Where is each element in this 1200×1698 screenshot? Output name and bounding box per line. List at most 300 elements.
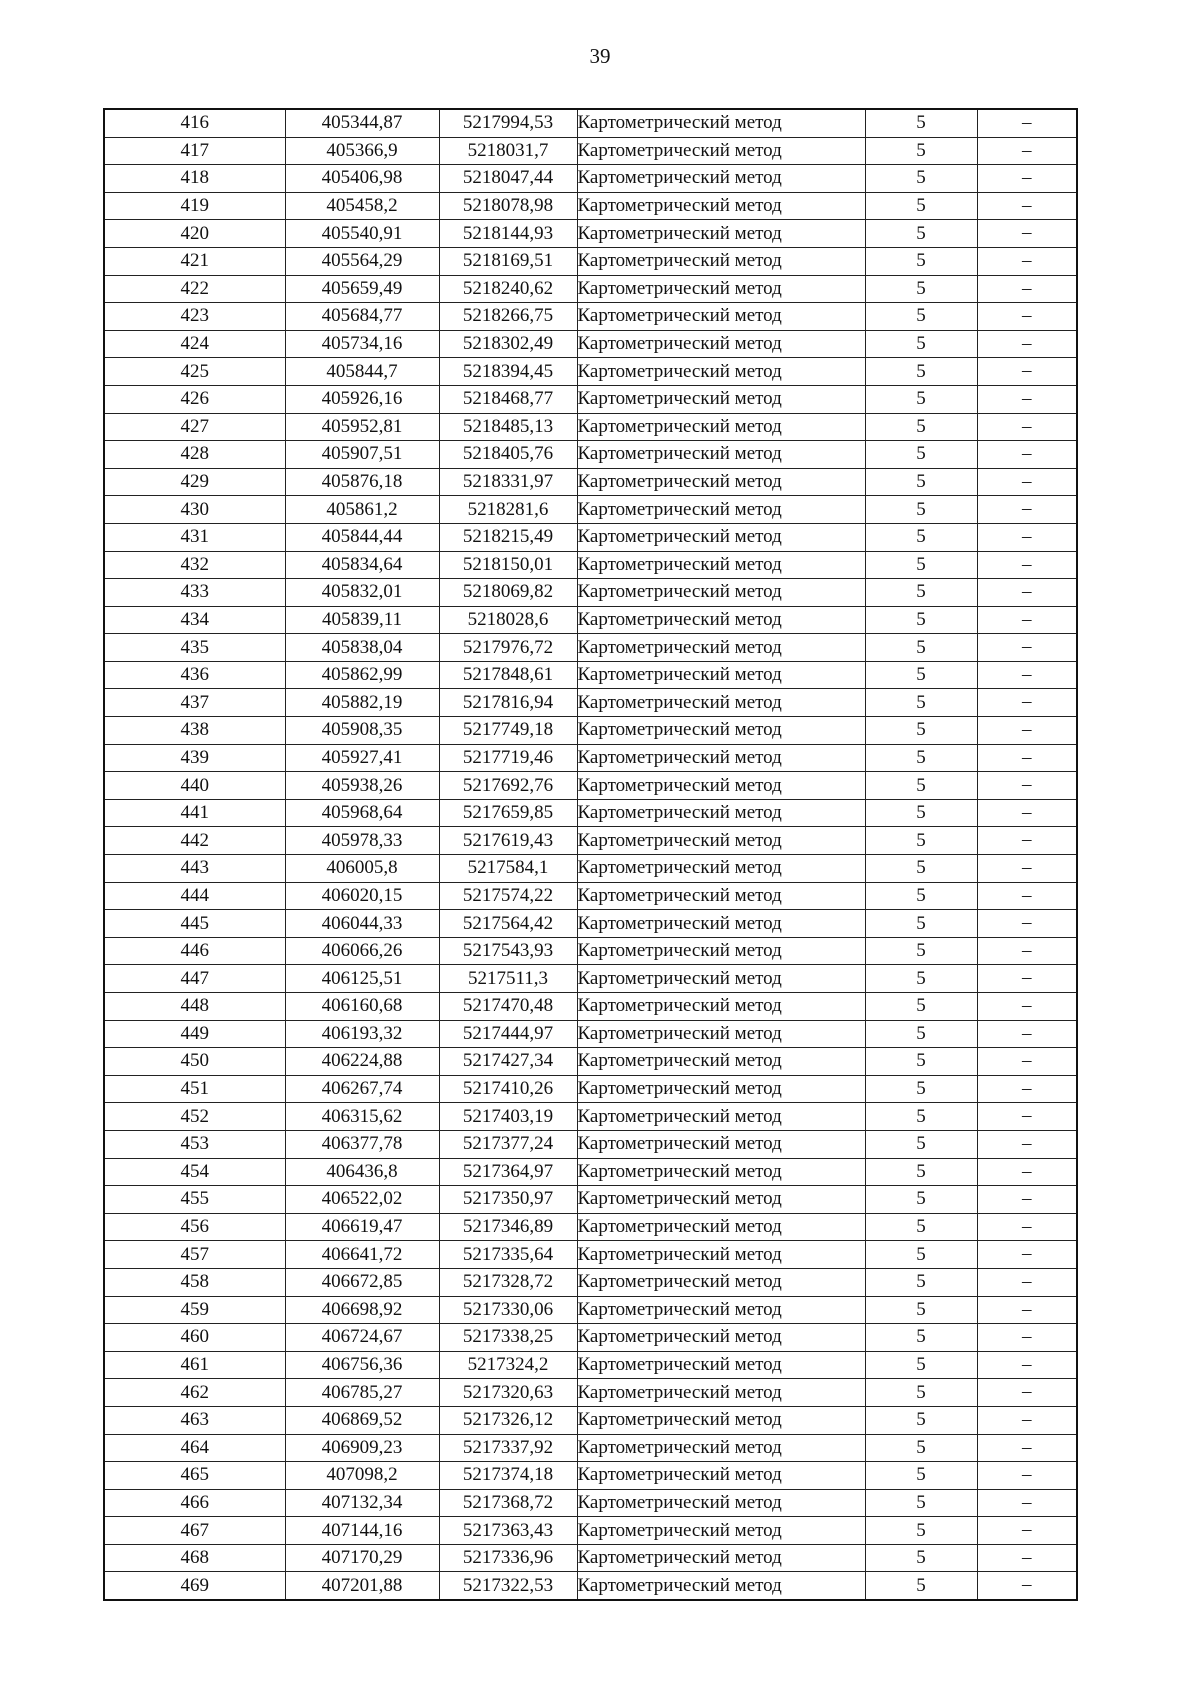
point-number-cell: 466 (104, 1489, 285, 1517)
x-coordinate-cell: 405406,98 (285, 165, 439, 193)
note-cell: – (977, 1020, 1077, 1048)
y-coordinate-cell: 5217346,89 (439, 1213, 577, 1241)
note-cell: – (977, 358, 1077, 386)
accuracy-cell: 5 (865, 1075, 977, 1103)
y-coordinate-cell: 5217363,43 (439, 1517, 577, 1545)
note-cell: – (977, 744, 1077, 772)
method-cell: Картометрический метод (577, 799, 865, 827)
method-cell: Картометрический метод (577, 220, 865, 248)
table-row (104, 1572, 1077, 1600)
point-number-cell: 438 (104, 717, 285, 745)
accuracy-cell: 5 (865, 993, 977, 1021)
y-coordinate-cell: 5217374,18 (439, 1462, 577, 1490)
y-coordinate-cell: 5217976,72 (439, 634, 577, 662)
table-row (104, 1075, 1077, 1103)
point-number-cell: 448 (104, 993, 285, 1021)
accuracy-cell: 5 (865, 1572, 977, 1600)
y-coordinate-cell: 5217328,72 (439, 1268, 577, 1296)
accuracy-cell: 5 (865, 1351, 977, 1379)
table-row (104, 1462, 1077, 1490)
x-coordinate-cell: 406044,33 (285, 910, 439, 938)
y-coordinate-cell: 5217337,92 (439, 1434, 577, 1462)
note-cell: – (977, 109, 1077, 137)
method-cell: Картометрический метод (577, 192, 865, 220)
method-cell: Картометрический метод (577, 1406, 865, 1434)
table-row (104, 965, 1077, 993)
x-coordinate-cell: 405839,11 (285, 606, 439, 634)
method-cell: Картометрический метод (577, 441, 865, 469)
table-row (104, 1268, 1077, 1296)
table-row (104, 772, 1077, 800)
y-coordinate-cell: 5217848,61 (439, 661, 577, 689)
note-cell: – (977, 1268, 1077, 1296)
table-row (104, 165, 1077, 193)
method-cell: Картометрический метод (577, 413, 865, 441)
accuracy-cell: 5 (865, 882, 977, 910)
x-coordinate-cell: 406160,68 (285, 993, 439, 1021)
method-cell: Картометрический метод (577, 1186, 865, 1214)
table-row (104, 1020, 1077, 1048)
method-cell: Картометрический метод (577, 137, 865, 165)
accuracy-cell: 5 (865, 1213, 977, 1241)
accuracy-cell: 5 (865, 1020, 977, 1048)
x-coordinate-cell: 406224,88 (285, 1048, 439, 1076)
table-row (104, 275, 1077, 303)
accuracy-cell: 5 (865, 1186, 977, 1214)
table-row (104, 744, 1077, 772)
accuracy-cell: 5 (865, 689, 977, 717)
point-number-cell: 452 (104, 1103, 285, 1131)
x-coordinate-cell: 406066,26 (285, 937, 439, 965)
note-cell: – (977, 855, 1077, 883)
method-cell: Картометрический метод (577, 1020, 865, 1048)
point-number-cell: 455 (104, 1186, 285, 1214)
point-number-cell: 416 (104, 109, 285, 137)
table-row (104, 413, 1077, 441)
point-number-cell: 456 (104, 1213, 285, 1241)
method-cell: Картометрический метод (577, 855, 865, 883)
method-cell: Картометрический метод (577, 165, 865, 193)
table-row (104, 993, 1077, 1021)
note-cell: – (977, 385, 1077, 413)
note-cell: – (977, 1434, 1077, 1462)
point-number-cell: 444 (104, 882, 285, 910)
method-cell: Картометрический метод (577, 1241, 865, 1269)
coordinates-table (103, 108, 1078, 1601)
method-cell: Картометрический метод (577, 1572, 865, 1600)
y-coordinate-cell: 5217444,97 (439, 1020, 577, 1048)
note-cell: – (977, 1103, 1077, 1131)
table-row (104, 1379, 1077, 1407)
point-number-cell: 420 (104, 220, 285, 248)
y-coordinate-cell: 5217511,3 (439, 965, 577, 993)
y-coordinate-cell: 5217326,12 (439, 1406, 577, 1434)
note-cell: – (977, 1489, 1077, 1517)
x-coordinate-cell: 406315,62 (285, 1103, 439, 1131)
accuracy-cell: 5 (865, 413, 977, 441)
method-cell: Картометрический метод (577, 1213, 865, 1241)
y-coordinate-cell: 5218047,44 (439, 165, 577, 193)
x-coordinate-cell: 405907,51 (285, 441, 439, 469)
point-number-cell: 422 (104, 275, 285, 303)
y-coordinate-cell: 5217427,34 (439, 1048, 577, 1076)
note-cell: – (977, 220, 1077, 248)
point-number-cell: 465 (104, 1462, 285, 1490)
page-number: 39 (589, 44, 611, 68)
accuracy-cell: 5 (865, 137, 977, 165)
method-cell: Картометрический метод (577, 1544, 865, 1572)
note-cell: – (977, 523, 1077, 551)
method-cell: Картометрический метод (577, 579, 865, 607)
accuracy-cell: 5 (865, 1158, 977, 1186)
point-number-cell: 437 (104, 689, 285, 717)
table-row (104, 1351, 1077, 1379)
y-coordinate-cell: 5218281,6 (439, 496, 577, 524)
note-cell: – (977, 1158, 1077, 1186)
y-coordinate-cell: 5218240,62 (439, 275, 577, 303)
note-cell: – (977, 303, 1077, 331)
y-coordinate-cell: 5217377,24 (439, 1130, 577, 1158)
x-coordinate-cell: 407132,34 (285, 1489, 439, 1517)
y-coordinate-cell: 5218150,01 (439, 551, 577, 579)
point-number-cell: 461 (104, 1351, 285, 1379)
y-coordinate-cell: 5218485,13 (439, 413, 577, 441)
y-coordinate-cell: 5218405,76 (439, 441, 577, 469)
accuracy-cell: 5 (865, 717, 977, 745)
point-number-cell: 430 (104, 496, 285, 524)
accuracy-cell: 5 (865, 855, 977, 883)
x-coordinate-cell: 405366,9 (285, 137, 439, 165)
x-coordinate-cell: 405861,2 (285, 496, 439, 524)
point-number-cell: 429 (104, 468, 285, 496)
x-coordinate-cell: 406005,8 (285, 855, 439, 883)
x-coordinate-cell: 405838,04 (285, 634, 439, 662)
x-coordinate-cell: 406756,36 (285, 1351, 439, 1379)
accuracy-cell: 5 (865, 303, 977, 331)
method-cell: Картометрический метод (577, 1103, 865, 1131)
table-row (104, 303, 1077, 331)
x-coordinate-cell: 406436,8 (285, 1158, 439, 1186)
note-cell: – (977, 937, 1077, 965)
y-coordinate-cell: 5217816,94 (439, 689, 577, 717)
x-coordinate-cell: 406909,23 (285, 1434, 439, 1462)
note-cell: – (977, 1379, 1077, 1407)
y-coordinate-cell: 5217584,1 (439, 855, 577, 883)
method-cell: Картометрический метод (577, 689, 865, 717)
point-number-cell: 419 (104, 192, 285, 220)
table-row (104, 109, 1077, 137)
table-row (104, 661, 1077, 689)
x-coordinate-cell: 405862,99 (285, 661, 439, 689)
point-number-cell: 431 (104, 523, 285, 551)
y-coordinate-cell: 5218144,93 (439, 220, 577, 248)
y-coordinate-cell: 5218331,97 (439, 468, 577, 496)
note-cell: – (977, 1462, 1077, 1490)
accuracy-cell: 5 (865, 772, 977, 800)
point-number-cell: 467 (104, 1517, 285, 1545)
x-coordinate-cell: 406641,72 (285, 1241, 439, 1269)
note-cell: – (977, 634, 1077, 662)
table-row (104, 1434, 1077, 1462)
point-number-cell: 469 (104, 1572, 285, 1600)
table-row (104, 247, 1077, 275)
table-row (104, 1324, 1077, 1352)
point-number-cell: 428 (104, 441, 285, 469)
note-cell: – (977, 247, 1077, 275)
point-number-cell: 449 (104, 1020, 285, 1048)
y-coordinate-cell: 5217994,53 (439, 109, 577, 137)
table-row (104, 1406, 1077, 1434)
accuracy-cell: 5 (865, 1130, 977, 1158)
table-row (104, 799, 1077, 827)
method-cell: Картометрический метод (577, 1434, 865, 1462)
y-coordinate-cell: 5218028,6 (439, 606, 577, 634)
method-cell: Картометрический метод (577, 358, 865, 386)
table-row (104, 1103, 1077, 1131)
x-coordinate-cell: 405458,2 (285, 192, 439, 220)
method-cell: Картометрический метод (577, 937, 865, 965)
note-cell: – (977, 330, 1077, 358)
table-row (104, 1213, 1077, 1241)
method-cell: Картометрический метод (577, 303, 865, 331)
accuracy-cell: 5 (865, 441, 977, 469)
accuracy-cell: 5 (865, 910, 977, 938)
accuracy-cell: 5 (865, 661, 977, 689)
note-cell: – (977, 661, 1077, 689)
table-row (104, 606, 1077, 634)
table-row (104, 551, 1077, 579)
method-cell: Картометрический метод (577, 1158, 865, 1186)
note-cell: – (977, 827, 1077, 855)
table-row (104, 1130, 1077, 1158)
point-number-cell: 424 (104, 330, 285, 358)
point-number-cell: 421 (104, 247, 285, 275)
point-number-cell: 427 (104, 413, 285, 441)
y-coordinate-cell: 5218078,98 (439, 192, 577, 220)
table-row (104, 910, 1077, 938)
accuracy-cell: 5 (865, 1462, 977, 1490)
y-coordinate-cell: 5217330,06 (439, 1296, 577, 1324)
accuracy-cell: 5 (865, 606, 977, 634)
y-coordinate-cell: 5217338,25 (439, 1324, 577, 1352)
x-coordinate-cell: 406698,92 (285, 1296, 439, 1324)
note-cell: – (977, 910, 1077, 938)
method-cell: Картометрический метод (577, 330, 865, 358)
table-row (104, 496, 1077, 524)
method-cell: Картометрический метод (577, 1351, 865, 1379)
note-cell: – (977, 1130, 1077, 1158)
note-cell: – (977, 689, 1077, 717)
y-coordinate-cell: 5217719,46 (439, 744, 577, 772)
accuracy-cell: 5 (865, 165, 977, 193)
y-coordinate-cell: 5217564,42 (439, 910, 577, 938)
y-coordinate-cell: 5218302,49 (439, 330, 577, 358)
table-row (104, 827, 1077, 855)
accuracy-cell: 5 (865, 965, 977, 993)
accuracy-cell: 5 (865, 551, 977, 579)
method-cell: Картометрический метод (577, 496, 865, 524)
note-cell: – (977, 799, 1077, 827)
method-cell: Картометрический метод (577, 1268, 865, 1296)
y-coordinate-cell: 5217619,43 (439, 827, 577, 855)
note-cell: – (977, 965, 1077, 993)
accuracy-cell: 5 (865, 1103, 977, 1131)
x-coordinate-cell: 405540,91 (285, 220, 439, 248)
table-row (104, 717, 1077, 745)
coordinates-table-body (104, 109, 1077, 1600)
x-coordinate-cell: 405908,35 (285, 717, 439, 745)
y-coordinate-cell: 5218394,45 (439, 358, 577, 386)
method-cell: Картометрический метод (577, 827, 865, 855)
point-number-cell: 440 (104, 772, 285, 800)
table-row (104, 137, 1077, 165)
accuracy-cell: 5 (865, 330, 977, 358)
note-cell: – (977, 1351, 1077, 1379)
note-cell: – (977, 1544, 1077, 1572)
x-coordinate-cell: 405926,16 (285, 385, 439, 413)
accuracy-cell: 5 (865, 1296, 977, 1324)
method-cell: Картометрический метод (577, 606, 865, 634)
x-coordinate-cell: 406672,85 (285, 1268, 439, 1296)
point-number-cell: 434 (104, 606, 285, 634)
x-coordinate-cell: 405834,64 (285, 551, 439, 579)
x-coordinate-cell: 405882,19 (285, 689, 439, 717)
y-coordinate-cell: 5217692,76 (439, 772, 577, 800)
y-coordinate-cell: 5217350,97 (439, 1186, 577, 1214)
point-number-cell: 425 (104, 358, 285, 386)
point-number-cell: 435 (104, 634, 285, 662)
method-cell: Картометрический метод (577, 910, 865, 938)
accuracy-cell: 5 (865, 1268, 977, 1296)
point-number-cell: 417 (104, 137, 285, 165)
x-coordinate-cell: 406125,51 (285, 965, 439, 993)
table-row (104, 634, 1077, 662)
x-coordinate-cell: 407170,29 (285, 1544, 439, 1572)
note-cell: – (977, 1324, 1077, 1352)
y-coordinate-cell: 5217335,64 (439, 1241, 577, 1269)
table-row (104, 1158, 1077, 1186)
x-coordinate-cell: 405659,49 (285, 275, 439, 303)
method-cell: Картометрический метод (577, 247, 865, 275)
accuracy-cell: 5 (865, 799, 977, 827)
y-coordinate-cell: 5218266,75 (439, 303, 577, 331)
note-cell: – (977, 717, 1077, 745)
point-number-cell: 436 (104, 661, 285, 689)
x-coordinate-cell: 406724,67 (285, 1324, 439, 1352)
y-coordinate-cell: 5217749,18 (439, 717, 577, 745)
accuracy-cell: 5 (865, 579, 977, 607)
x-coordinate-cell: 406193,32 (285, 1020, 439, 1048)
method-cell: Картометрический метод (577, 468, 865, 496)
x-coordinate-cell: 406267,74 (285, 1075, 439, 1103)
note-cell: – (977, 275, 1077, 303)
note-cell: – (977, 413, 1077, 441)
method-cell: Картометрический метод (577, 661, 865, 689)
accuracy-cell: 5 (865, 1048, 977, 1076)
method-cell: Картометрический метод (577, 772, 865, 800)
point-number-cell: 443 (104, 855, 285, 883)
y-coordinate-cell: 5217659,85 (439, 799, 577, 827)
note-cell: – (977, 1241, 1077, 1269)
note-cell: – (977, 993, 1077, 1021)
accuracy-cell: 5 (865, 385, 977, 413)
accuracy-cell: 5 (865, 468, 977, 496)
point-number-cell: 418 (104, 165, 285, 193)
accuracy-cell: 5 (865, 220, 977, 248)
point-number-cell: 459 (104, 1296, 285, 1324)
point-number-cell: 433 (104, 579, 285, 607)
table-row (104, 441, 1077, 469)
point-number-cell: 451 (104, 1075, 285, 1103)
accuracy-cell: 5 (865, 744, 977, 772)
accuracy-cell: 5 (865, 1489, 977, 1517)
point-number-cell: 442 (104, 827, 285, 855)
table-row (104, 192, 1077, 220)
x-coordinate-cell: 405344,87 (285, 109, 439, 137)
table-row (104, 937, 1077, 965)
accuracy-cell: 5 (865, 1241, 977, 1269)
point-number-cell: 447 (104, 965, 285, 993)
x-coordinate-cell: 406785,27 (285, 1379, 439, 1407)
point-number-cell: 446 (104, 937, 285, 965)
note-cell: – (977, 165, 1077, 193)
method-cell: Картометрический метод (577, 634, 865, 662)
table-row (104, 468, 1077, 496)
table-row (104, 523, 1077, 551)
y-coordinate-cell: 5217322,53 (439, 1572, 577, 1600)
accuracy-cell: 5 (865, 1517, 977, 1545)
x-coordinate-cell: 405844,44 (285, 523, 439, 551)
point-number-cell: 454 (104, 1158, 285, 1186)
x-coordinate-cell: 407098,2 (285, 1462, 439, 1490)
note-cell: – (977, 1213, 1077, 1241)
method-cell: Картометрический метод (577, 551, 865, 579)
point-number-cell: 445 (104, 910, 285, 938)
y-coordinate-cell: 5217403,19 (439, 1103, 577, 1131)
y-coordinate-cell: 5217324,2 (439, 1351, 577, 1379)
x-coordinate-cell: 405832,01 (285, 579, 439, 607)
accuracy-cell: 5 (865, 634, 977, 662)
table-row (104, 1489, 1077, 1517)
method-cell: Картометрический метод (577, 1075, 865, 1103)
method-cell: Картометрический метод (577, 109, 865, 137)
y-coordinate-cell: 5217336,96 (439, 1544, 577, 1572)
note-cell: – (977, 772, 1077, 800)
method-cell: Картометрический метод (577, 523, 865, 551)
table-row (104, 385, 1077, 413)
method-cell: Картометрический метод (577, 1379, 865, 1407)
x-coordinate-cell: 405978,33 (285, 827, 439, 855)
point-number-cell: 463 (104, 1406, 285, 1434)
y-coordinate-cell: 5218031,7 (439, 137, 577, 165)
accuracy-cell: 5 (865, 1406, 977, 1434)
y-coordinate-cell: 5217364,97 (439, 1158, 577, 1186)
x-coordinate-cell: 405952,81 (285, 413, 439, 441)
table-row (104, 220, 1077, 248)
accuracy-cell: 5 (865, 937, 977, 965)
table-row (104, 882, 1077, 910)
point-number-cell: 441 (104, 799, 285, 827)
x-coordinate-cell: 405968,64 (285, 799, 439, 827)
note-cell: – (977, 1406, 1077, 1434)
accuracy-cell: 5 (865, 192, 977, 220)
point-number-cell: 464 (104, 1434, 285, 1462)
note-cell: – (977, 441, 1077, 469)
table-row (104, 1186, 1077, 1214)
point-number-cell: 458 (104, 1268, 285, 1296)
point-number-cell: 457 (104, 1241, 285, 1269)
y-coordinate-cell: 5217543,93 (439, 937, 577, 965)
